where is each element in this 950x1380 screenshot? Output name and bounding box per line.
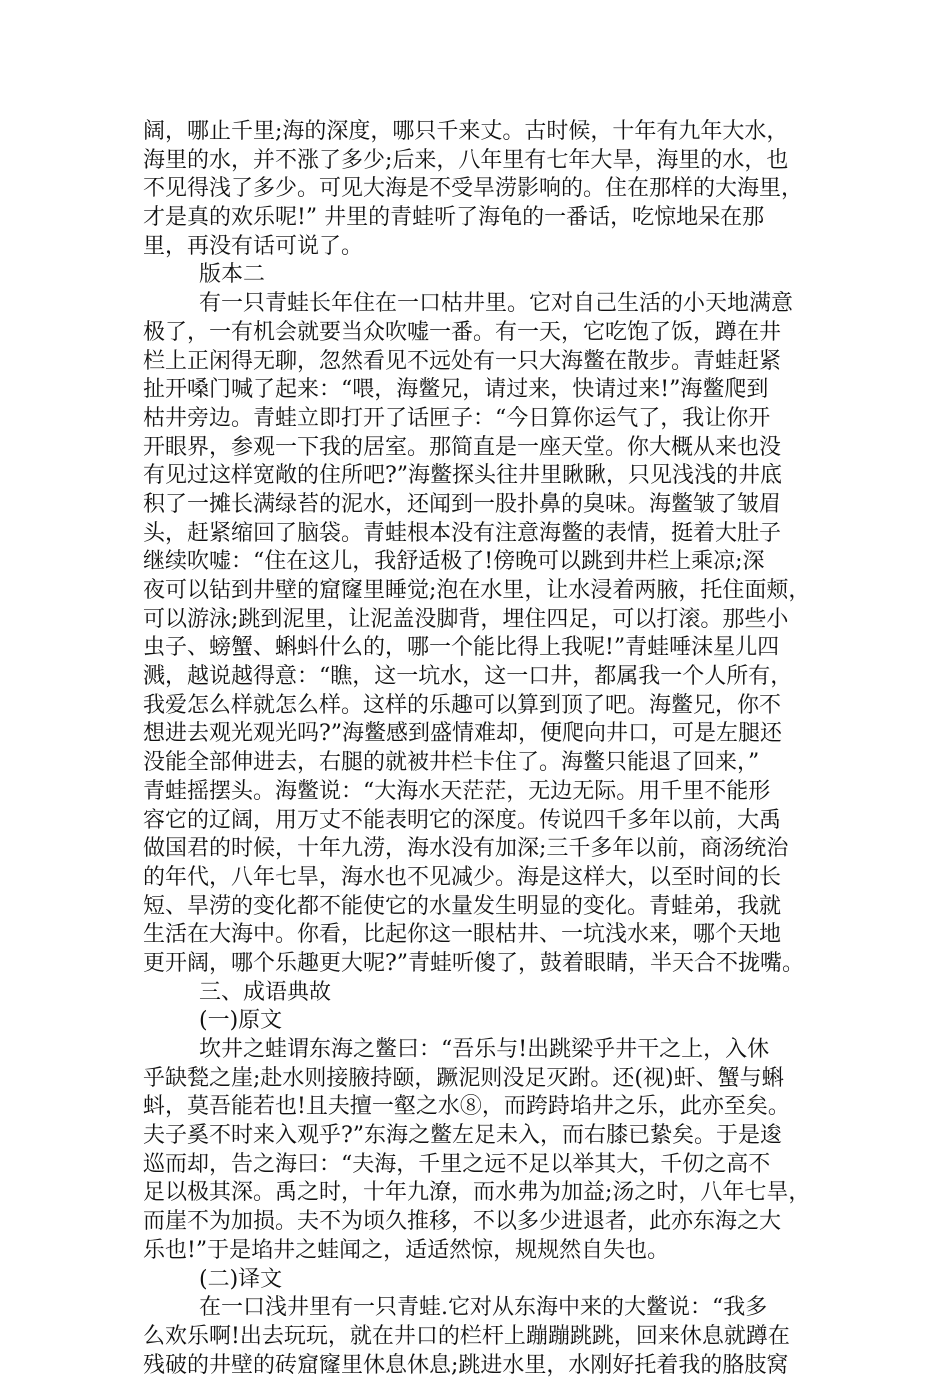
text-line: 扯开嗓门喊了起来：“喂，海鳖兄，请过来，快请过来!”海鳖爬到 [143,377,769,403]
text-line: 乐也!”于是埳井之蛙闻之，适适然惊，规规然自失也。 [143,1237,670,1263]
text-line: 在一口浅井里有一只青蛙.它对从东海中来的大鳖说：“我多 [199,1295,768,1321]
text-line: 巡而却，告之海曰：“夫海，千里之远不足以举其大，千仞之高不 [143,1151,771,1177]
text-line: 开眼界，参观一下我的居室。那简直是一座天堂。你大概从来也没 [143,434,782,460]
text-line: 更开阔，哪个乐趣更大呢?”青蛙听傻了，鼓着眼睛，半天合不拢嘴。 [143,950,805,976]
text-line: 足以极其深。禹之时，十年九潦，而水弗为加益;汤之时，八年七旱， [143,1180,811,1206]
text-line: 做国君的时候，十年九涝，海水没有加深;三千多年以前，商汤统治 [143,836,789,862]
text-line: 阔，哪止千里;海的深度，哪只千来丈。古时候，十年有九年大水， [143,119,789,144]
text-line: (一)原文 [199,1008,283,1034]
text-line: 我爱怎么样就怎么样。这样的乐趣可以算到顶了吧。海鳖兄，你不 [143,692,782,718]
text-line: 没能全部伸进去，右腿的就被井栏卡住了。海鳖只能退了回来，” [143,750,760,776]
document-body [143,118,823,1380]
text-line: 夜可以钻到井壁的窟窿里睡觉;泡在水里，让水浸着两腋，托住面颊， [143,578,811,603]
text-line: 继续吹嘘：“住在这儿，我舒适极了!傍晚可以跳到井栏上乘凉;深 [143,549,765,575]
text-line: 海里的水，并不涨了多少;后来，八年里有七年大旱，海里的水，也 [143,147,789,173]
text-line: 的年代，八年七旱，海水也不见减少。海是这样大，以至时间的长 [143,864,782,890]
text-line: 而崖不为加损。夫不为顷久推移，不以多少进退者，此亦东海之大 [143,1209,782,1235]
text-line: 头，赶紧缩回了脑袋。青蛙根本没有注意海鳖的表情，挺着大肚子 [143,520,782,546]
text-line: 有见过这样宽敞的住所吧?”海鳖探头往井里瞅瞅，只见浅浅的井底 [143,463,783,489]
text-line: 栏上正闲得无聊，忽然看见不远处有一只大海鳖在散步。青蛙赶紧 [143,348,782,374]
text-line: 蚪，莫吾能若也!且夫擅一壑之水⑧，而跨跱埳井之乐，此亦至矣。 [143,1094,790,1120]
text-line: 枯井旁边。青蛙立即打开了话匣子：“今日算你运气了，我让你开 [143,405,771,431]
text-line: 想进去观光观光吗?”海鳖感到盛情难却，便爬向井口，可是左腿还 [143,721,783,747]
text-line: 积了一摊长满绿苔的泥水，还闻到一股扑鼻的臭味。海鳖皱了皱眉 [143,491,782,517]
text-line: 里，再没有话可说了。 [143,233,364,259]
text-line: 三、成语典故 [199,979,332,1005]
text-line: 坎井之蛙谓东海之鳖曰：“吾乐与!出跳梁乎井干之上，入休 [199,1037,770,1062]
text-line: 乎缺甃之崖;赴水则接腋持颐，蹶泥则没足灭跗。还(视)虷、蟹与蝌 [143,1065,784,1091]
text-line: (二)译文 [199,1266,283,1292]
text-line: 生活在大海中。你看，比起你这一眼枯井、一坑浅水来，哪个天地 [143,922,782,948]
text-line: 虫子、螃蟹、蝌蚪什么的，哪一个能比得上我呢!”青蛙唾沫星儿四 [143,635,780,661]
text-line: 短、旱涝的变化都不能使它的水量发生明显的变化。青蛙弟，我就 [143,893,782,919]
text-line: 有一只青蛙长年住在一口枯井里。它对自己生活的小天地满意 [199,291,794,317]
text-line: 夫子奚不时来入观乎?”东海之鳖左足未入，而右膝已絷矣。于是逡 [143,1123,783,1149]
text-line: 残破的井壁的砖窟窿里休息休息;跳进水里，水刚好托着我的胳肢窝 [143,1352,789,1378]
text-line: 才是真的欢乐呢!” 井里的青蛙听了海龟的一番话，吃惊地呆在那 [143,205,765,231]
text-line: 么欢乐啊!出去玩玩，就在井口的栏杆上蹦蹦跳跳，回来休息就蹲在 [143,1323,790,1349]
text-line: 青蛙摇摆头。海鳖说：“大海水天茫茫，无边无际。用千里不能形 [143,778,771,804]
text-line: 容它的辽阔，用万丈不能表明它的深度。传说四千多年以前，大禹 [143,807,782,833]
text-line: 溅，越说越得意：“瞧，这一坑水，这一口井，都属我一个人所有， [143,664,793,690]
text-line: 不见得浅了多少。可见大海是不受旱涝影响的。住在那样的大海里， [143,176,804,202]
text-line: 可以游泳;跳到泥里，让泥盖没脚背，埋住四足，可以打滚。那些小 [143,606,789,632]
text-line: 版本二 [199,262,266,288]
text-line: 极了，一有机会就要当众吹嘘一番。有一天，它吃饱了饭，蹲在井 [143,319,782,345]
